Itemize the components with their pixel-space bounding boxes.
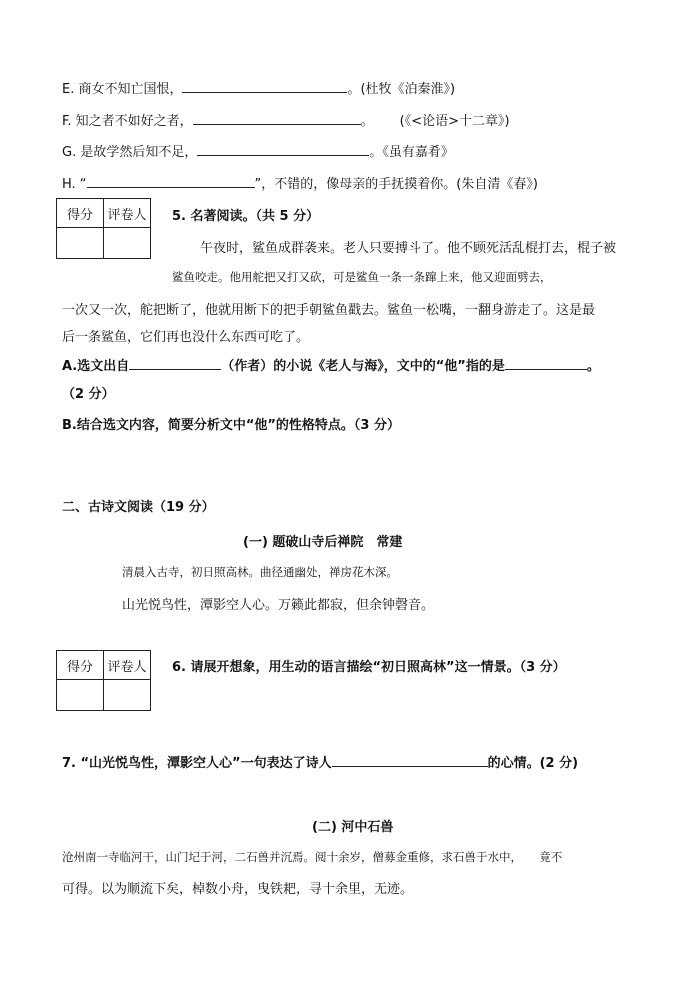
- fill-f-blank[interactable]: [193, 110, 361, 125]
- score-cell[interactable]: [57, 680, 104, 711]
- q7-suffix: 的心情。(2 分): [487, 756, 579, 771]
- q5-qa-blank-he[interactable]: [505, 355, 587, 370]
- fill-f-prefix: F. 知之者不如好之者，: [62, 114, 193, 129]
- q5-passage-line3: 一次又一次，舵把断了，他就用断下的把手朝鲨鱼戳去。鲨鱼一松嘴，一翻身游走了。这是最: [62, 303, 596, 318]
- q5-question-b: B.结合选文内容，简要分析文中“他”的性格特点。（3 分）: [62, 418, 401, 433]
- q5-question-a: [62, 355, 600, 374]
- q5-qa-blank-author[interactable]: [129, 355, 221, 370]
- q5-qa-part2: （作者）的小说《老人与海》，文中的“他”指的是: [221, 359, 505, 374]
- fill-e-prefix: E. 商女不知亡国恨，: [62, 82, 183, 97]
- fill-g-blank[interactable]: [197, 141, 369, 156]
- text2-line2: 可得。以为顺流下矣，棹数小舟，曳铁耙，寻十余里，无迹。: [62, 882, 414, 897]
- poem-line1: 清晨入古寺，初日照高林。曲径通幽处，禅房花木深。: [122, 565, 398, 579]
- fill-line-e: [62, 78, 455, 97]
- grader-label: 评卷人: [104, 651, 151, 680]
- fill-line-h: [62, 173, 538, 192]
- grader-cell[interactable]: [104, 680, 151, 711]
- q6-text: 6. 请展开想象，用生动的语言描绘“初日照高林”这一情景。（3 分）: [172, 660, 566, 675]
- grader-cell[interactable]: [104, 228, 151, 259]
- fill-line-f: [62, 110, 510, 129]
- score-label: 得分: [57, 199, 104, 228]
- q5-title: 5. 名著阅读。（共 5 分）: [172, 209, 320, 224]
- q5-qa-part3: 。: [586, 359, 600, 374]
- score-label: 得分: [57, 651, 104, 680]
- grader-label: 评卷人: [104, 199, 151, 228]
- fill-f-source: (《<论语>十二章》): [399, 114, 510, 129]
- section2-heading: 二、古诗文阅读（19 分）: [62, 500, 215, 515]
- poem-title: (一) 题破山寺后禅院 常建: [243, 535, 403, 550]
- fill-e-suffix: 。(杜牧《泊秦淮》): [347, 82, 456, 97]
- score-box-q6: [56, 650, 151, 711]
- fill-h-suffix: ”，不错的，像母亲的手抚摸着你。(朱自清《春》): [254, 177, 538, 192]
- q5-passage-line2: 鲨鱼咬走。他用舵把又打又砍，可是鲨鱼一条一条蹿上来，他又迎面劈去，: [172, 270, 552, 284]
- poem-line2: 山光悦鸟性，潭影空人心。万籁此都寂，但余钟磬音。: [122, 598, 435, 613]
- q5-qa-part1: A.选文出自: [62, 359, 130, 374]
- fill-g-suffix: 。《虽有嘉肴》: [369, 145, 454, 160]
- fill-g-prefix: G. 是故学然后知不足，: [62, 145, 198, 160]
- q7-blank[interactable]: [332, 752, 488, 767]
- fill-e-blank[interactable]: [182, 78, 347, 93]
- q5-passage-line4: 后一条鲨鱼，它们再也没什么东西可吃了。: [62, 330, 310, 345]
- q7-line: [62, 752, 578, 771]
- fill-h-blank[interactable]: [87, 173, 255, 188]
- score-cell[interactable]: [57, 228, 104, 259]
- text2-line1: 沧州南一寺临河干，山门圮于河，二石兽并沉焉。阅十余岁，僧募金重修，求石兽于水中， 竟不: [62, 850, 563, 864]
- fill-f-suffix: 。: [360, 114, 374, 129]
- score-box-q5: [56, 198, 151, 259]
- fill-h-prefix: H. “: [62, 177, 87, 192]
- text2-title: (二) 河中石兽: [312, 820, 394, 835]
- q5-qa-score: （2 分）: [62, 387, 115, 402]
- q7-prefix: 7. “山光悦鸟性，潭影空人心”一句表达了诗人: [62, 756, 332, 771]
- q5-passage-line1: 午夜时，鲨鱼成群袭来。老人只要搏斗了。他不顾死活乱棍打去，棍子被: [200, 241, 617, 256]
- fill-line-g: [62, 141, 454, 160]
